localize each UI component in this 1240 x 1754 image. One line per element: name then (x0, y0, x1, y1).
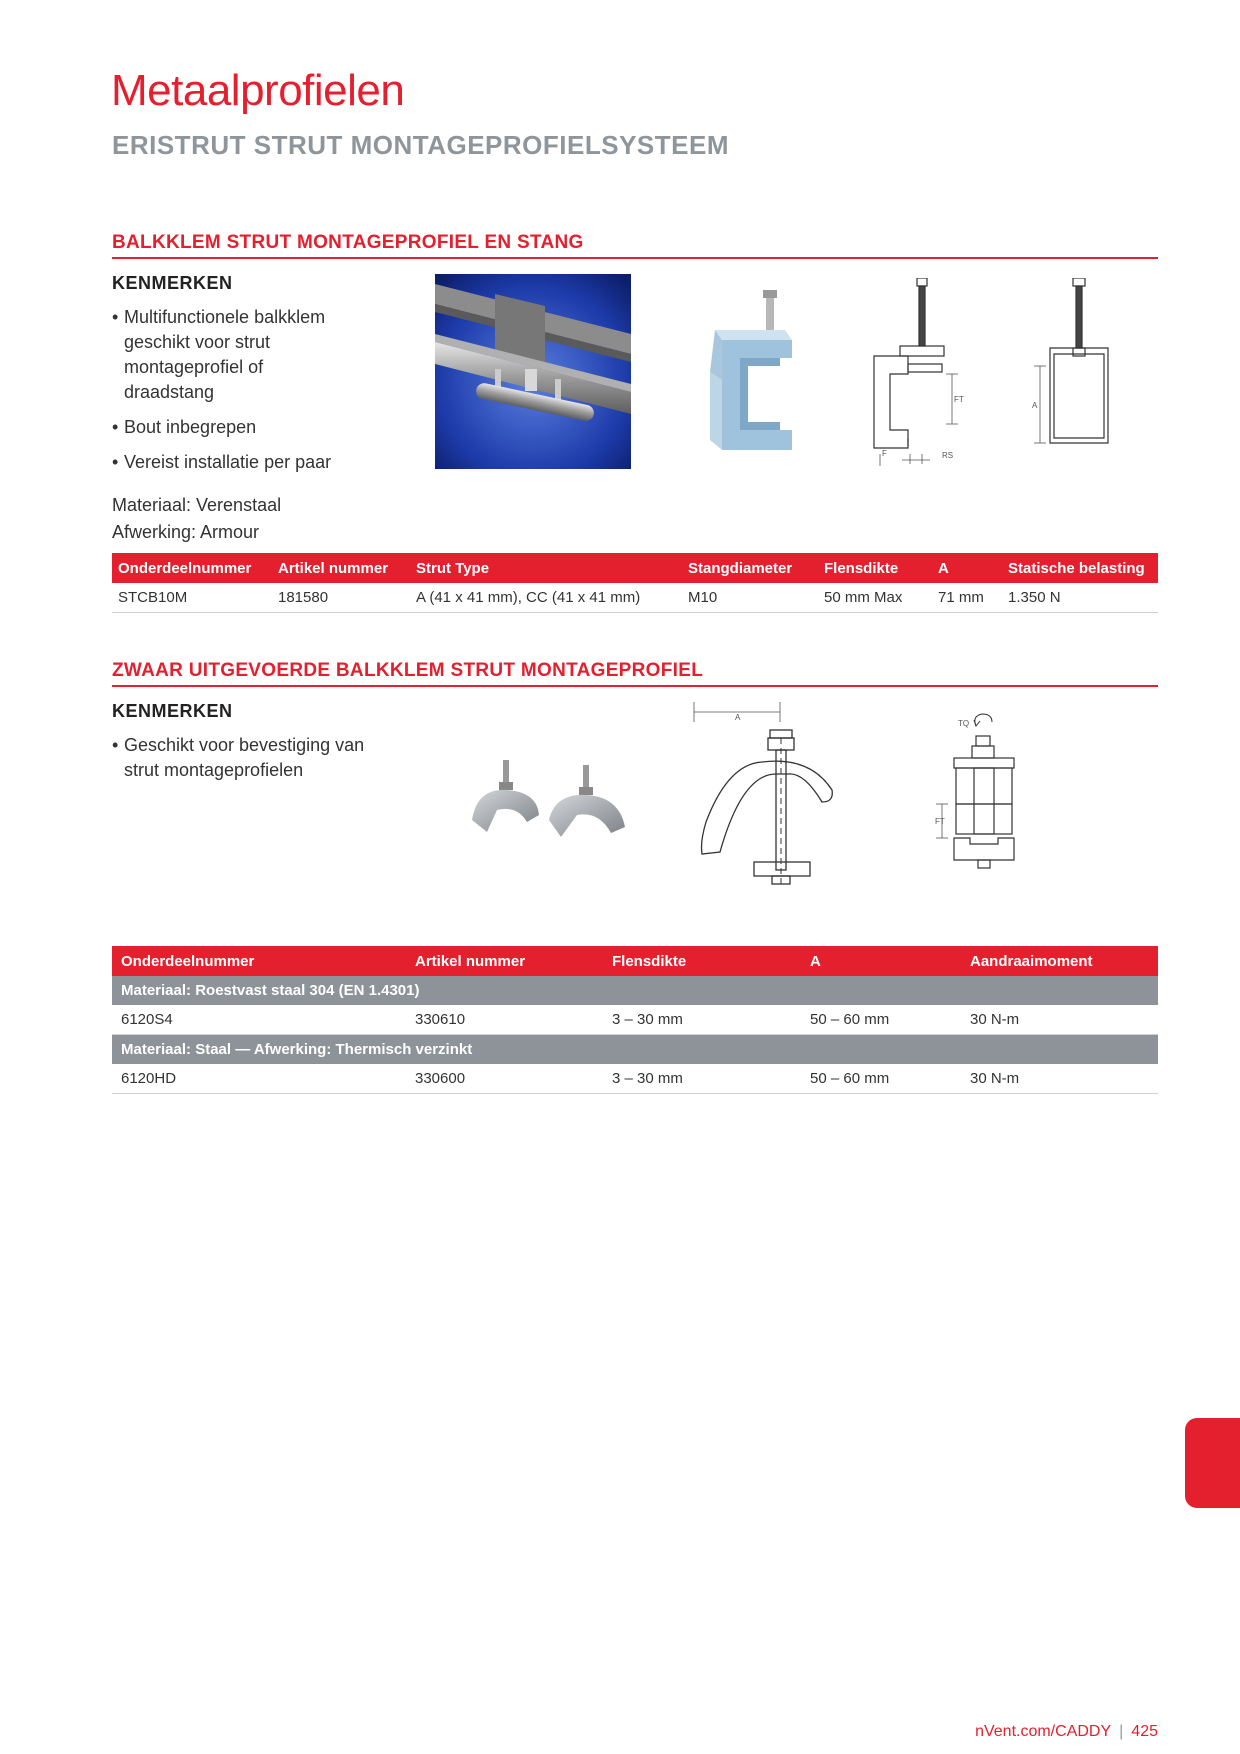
section-1-table (112, 553, 1158, 613)
ft-label: FT (954, 395, 964, 404)
feature-item: • Multifunctionele balkklem geschikt voor strut montageprofiel of draadstang (112, 305, 352, 405)
col-header: Stangdiameter (682, 553, 818, 583)
heavy-duty-clamp-photo (462, 750, 632, 850)
table-cell: STCB10M (112, 583, 272, 613)
section-1-features-title: KENMERKEN (112, 273, 233, 293)
material-group-row (112, 976, 1158, 1005)
material-group-label: Materiaal: Staal — Afwerking: Thermisch verzinkt (112, 1035, 1158, 1065)
page-number: 425 (1131, 1723, 1158, 1740)
table-cell: M10 (682, 583, 818, 613)
table-cell: 50 – 60 mm (804, 1005, 964, 1035)
table-header-row (112, 553, 1158, 583)
col-header: Aandraaimoment (964, 946, 1158, 976)
a-label: A (1032, 401, 1038, 410)
material-group-label: Materiaal: Roestvast staal 304 (EN 1.4301) (112, 976, 1158, 1005)
table-header-row (112, 946, 1158, 976)
table-cell: 50 mm Max (818, 583, 932, 613)
table-row (112, 583, 1158, 613)
col-header: Onderdeelnummer (112, 946, 409, 976)
table-cell: 30 N-m (964, 1005, 1158, 1035)
section-2-features-list (112, 733, 372, 793)
table-cell: 330610 (409, 1005, 606, 1035)
col-header: Artikel nummer (409, 946, 606, 976)
table-cell: 6120HD (112, 1064, 409, 1094)
section-1-specs (112, 492, 281, 546)
col-header: Onderdeelnummer (112, 553, 272, 583)
material-text: Materiaal: Verenstaal (112, 495, 282, 515)
section-2-table (112, 946, 1158, 1094)
heavy-duty-clamp-front-diagram (926, 710, 1026, 890)
table-cell: 30 N-m (964, 1064, 1158, 1094)
feature-item: • Geschikt voor bevestiging van strut montageprofielen (112, 733, 372, 783)
footer-url-link[interactable]: nVent.com/CADDY (975, 1723, 1112, 1740)
col-header: Flensdikte (818, 553, 932, 583)
table-cell: 181580 (272, 583, 410, 613)
material-group-row (112, 1035, 1158, 1065)
feature-item: • Bout inbegrepen (112, 415, 352, 440)
section-1-rule (112, 257, 1158, 259)
beam-clamp-front-diagram (1030, 278, 1130, 458)
table-cell: 3 – 30 mm (606, 1064, 804, 1094)
footer-separator: | (1119, 1723, 1124, 1740)
section-2-title: ZWAAR UITGEVOERDE BALKKLEM STRUT MONTAGEPROFIEL (112, 660, 704, 681)
beam-clamp-product-photo (700, 290, 800, 460)
f-label: F (882, 449, 887, 458)
section-2-rule (112, 685, 1158, 687)
table-cell: 3 – 30 mm (606, 1005, 804, 1035)
section-2-features-title: KENMERKEN (112, 701, 233, 721)
table-cell: 50 – 60 mm (804, 1064, 964, 1094)
chapter-side-tab (1185, 1418, 1240, 1508)
col-header: Strut Type (410, 553, 682, 583)
col-header: Flensdikte (606, 946, 804, 976)
table-row (112, 1064, 1158, 1094)
table-cell: 1.350 N (1002, 583, 1158, 613)
table-cell: 71 mm (932, 583, 1002, 613)
col-header: Artikel nummer (272, 553, 410, 583)
table-cell: 6120S4 (112, 1005, 409, 1035)
col-header: A (804, 946, 964, 976)
section-1-features-list (112, 305, 352, 485)
page-footer (975, 1723, 1158, 1741)
col-header: A (932, 553, 1002, 583)
col-header: Statische belasting (1002, 553, 1158, 583)
heavy-duty-clamp-side-diagram (692, 702, 842, 892)
ft-label: FT (935, 817, 945, 826)
beam-clamp-side-diagram (860, 278, 970, 468)
table-cell: 330600 (409, 1064, 606, 1094)
tq-label: TQ (958, 719, 970, 728)
finish-text: Afwerking: Armour (112, 522, 260, 542)
feature-item: • Vereist installatie per paar (112, 450, 352, 475)
beam-clamp-installation-photo (435, 274, 631, 469)
page-subtitle: ERISTRUT STRUT MONTAGEPROFIELSYSTEEM (112, 130, 729, 160)
rs-label: RS (942, 451, 954, 460)
table-row (112, 1005, 1158, 1035)
a-label: A (735, 713, 741, 722)
page-title: Metaalprofielen (111, 66, 405, 115)
table-cell: A (41 x 41 mm), CC (41 x 41 mm) (410, 583, 682, 613)
section-1-title: BALKKLEM STRUT MONTAGEPROFIEL EN STANG (112, 232, 584, 253)
